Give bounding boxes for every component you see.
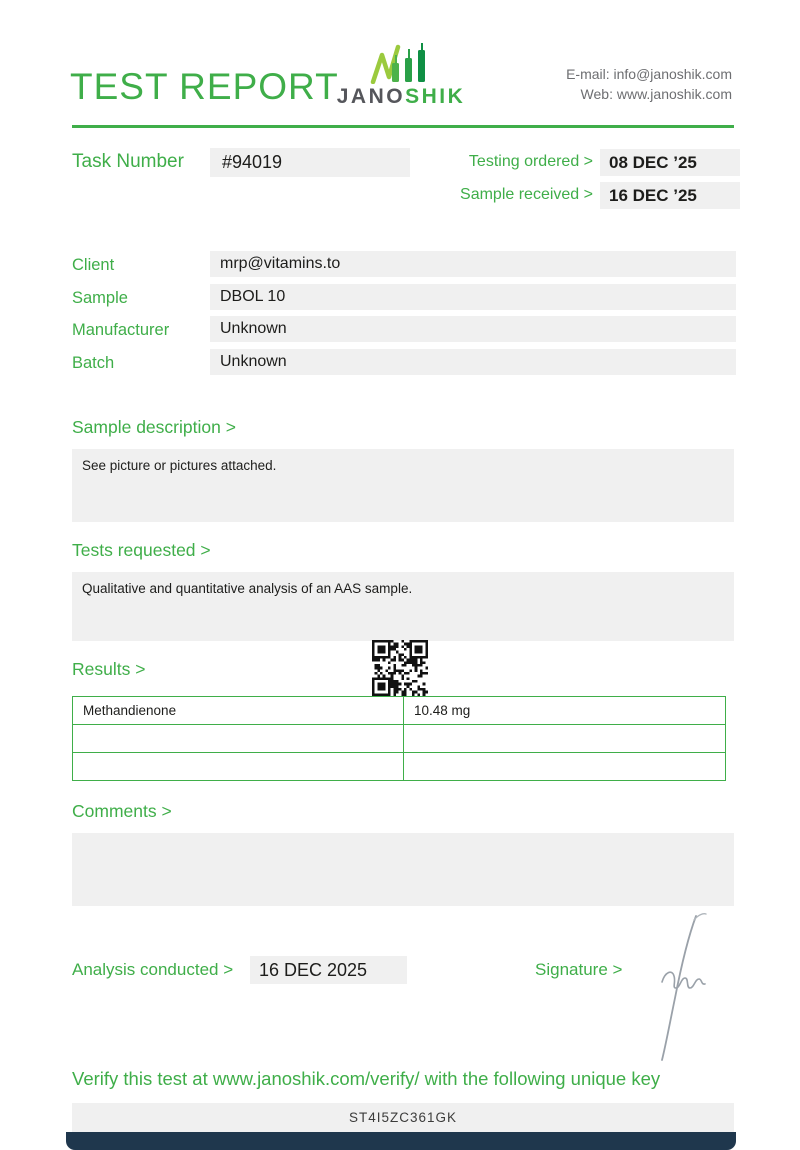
footer-bar [66, 1132, 736, 1150]
contact-email: E-mail: info@janoshik.com [566, 66, 732, 82]
results-row [73, 753, 726, 781]
tests-requested-heading: Tests requested > [72, 540, 211, 560]
testing-ordered-label: Testing ordered > [468, 153, 593, 170]
client-value: mrp@vitamins.to [210, 251, 736, 277]
manufacturer-value: Unknown [210, 316, 736, 342]
qr-code [372, 640, 428, 696]
sample-description-box: See picture or pictures attached. [72, 449, 734, 522]
task-number-value: #94019 [210, 148, 410, 177]
comments-box [72, 833, 734, 906]
chart-growth-icon [369, 42, 433, 84]
substance-cell [73, 753, 404, 781]
tests-requested-box: Qualitative and quantitative analysis of an AAS sample. [72, 572, 734, 641]
brand-name-right: SHIK [405, 85, 466, 108]
analysis-conducted-value: 16 DEC 2025 [250, 956, 407, 984]
sample-received-label: Sample received > [460, 186, 593, 203]
substance-cell: Methandienone [73, 697, 404, 725]
client-label: Client [72, 256, 115, 274]
analysis-conducted-label: Analysis conducted > [72, 960, 234, 979]
brand-name [336, 85, 466, 109]
sample-description-heading: Sample description > [72, 417, 236, 437]
amount-cell [404, 725, 726, 753]
signature-image [636, 910, 716, 1065]
sample-value: DBOL 10 [210, 284, 736, 310]
task-number-label: Task Number [72, 151, 184, 172]
sample-received-value: 16 DEC ’25 [600, 182, 740, 209]
results-table [72, 696, 726, 781]
brand-name-left: JANO [336, 85, 406, 108]
page-title: TEST REPORT [70, 66, 339, 107]
results-row [73, 697, 726, 725]
testing-ordered-value: 08 DEC ’25 [600, 149, 740, 176]
substance-cell [73, 725, 404, 753]
verify-instruction: Verify this test at www.janoshik.com/verify/ with the following unique key [72, 1068, 661, 1089]
header-divider [72, 125, 734, 128]
results-row [73, 725, 726, 753]
manufacturer-label: Manufacturer [72, 321, 170, 339]
comments-heading: Comments > [72, 801, 172, 821]
batch-value: Unknown [210, 349, 736, 375]
signature-label: Signature > [535, 960, 623, 979]
contact-info [566, 64, 732, 104]
sample-label: Sample [72, 289, 128, 307]
brand-logo [336, 42, 466, 109]
unique-key: ST4I5ZC361GK [72, 1103, 734, 1132]
amount-cell [404, 753, 726, 781]
amount-cell: 10.48 mg [404, 697, 726, 725]
batch-label: Batch [72, 354, 115, 372]
contact-web: Web: www.janoshik.com [580, 86, 732, 102]
results-heading: Results > [72, 659, 146, 679]
